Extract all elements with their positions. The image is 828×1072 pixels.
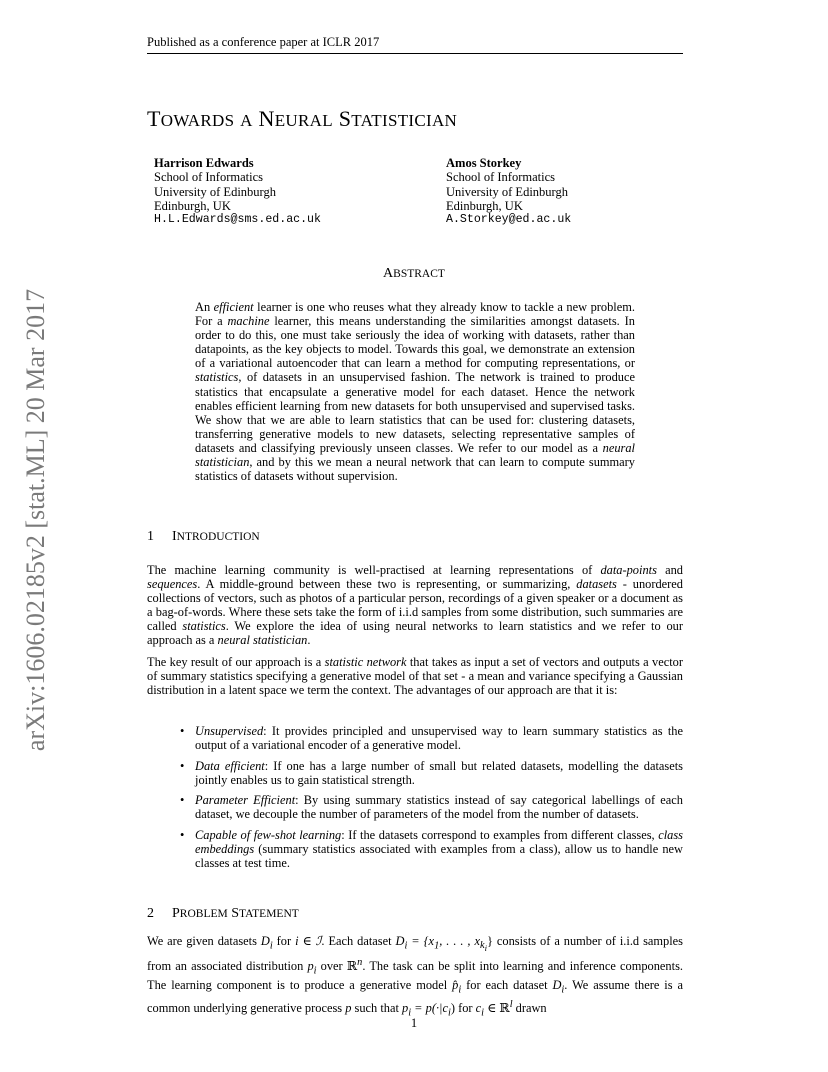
author-university: University of Edinburgh bbox=[446, 184, 568, 199]
abstract-text: An efficient learner is one who reuses what they already know to tackle a new problem. For a machine learner, this means understanding the similarities amongst datasets. In order to do this, one must take seriously the idea of working with datasets, rather than datapoints, as the key objects to model. Towards this goal, we demonstrate an extension of a variational autoencoder that can learn a method for computing representations, or statistics, of datasets in an unsupervised fashion. The network is trained to produce statistics that encapsulate a generative model for each dataset. Hence the network enables efficient learning from new datasets for both unsupervised and supervised tasks. We show that we are able to learn statistics that can be used for: clustering datasets, transferring generative models to new datasets, selecting representative samples of datasets and classifying previously unseen classes. We refer to our model as a neural statistician, and by this we mean a neural network that can learn to compute summary statistics of datasets without supervision. bbox=[195, 300, 635, 484]
author-location: Edinburgh, UK bbox=[154, 198, 231, 213]
title-word-4-initial: S bbox=[338, 106, 352, 131]
section-heading-problem-statement: 2 PROBLEM STATEMENT bbox=[147, 906, 299, 921]
list-item: • Capable of few-shot learning: If the datasets correspond to examples from different classes, class embeddings (summary statistics associated with examples from a class), allow us to handle new classes at test time. bbox=[180, 828, 683, 871]
intro-paragraph-1: The machine learning community is well-practised at learning representations of data-points and sequences. A middle-ground between these two is representing, or summarizing, datasets - unordered collections of vectors, such as photos of a particular person, recordings of a given speaker or a document as a bag-of-words. Where these sets take the form of i.i.d samples from some distribution, such summaries are called statistics. We explore the idea of using neural networks to learn statistics and we refer to our approach as a neural statistician. bbox=[147, 563, 683, 648]
title-word-4-rest: TATISTICIAN bbox=[351, 111, 458, 130]
running-header: Published as a conference paper at ICLR 2017 bbox=[147, 35, 380, 49]
list-item: • Parameter Efficient: By using summary statistics instead of say categorical labellings of each dataset, we decouple the number of parameters of the model from the number of datasets. bbox=[180, 793, 683, 822]
author-affiliation: School of Informatics bbox=[446, 170, 556, 185]
list-item: • Unsupervised: It provides principled and unsupervised way to learn summary statistics as the output of a variational encoder of a generative model. bbox=[180, 724, 683, 753]
author-university: University of Edinburgh bbox=[154, 184, 276, 199]
author-location: Edinburgh, UK bbox=[446, 198, 523, 213]
page-number: 1 bbox=[410, 1016, 418, 1030]
author-email[interactable]: H.L.Edwards@sms.ed.ac.uk bbox=[154, 213, 321, 227]
author-block-2 bbox=[446, 156, 571, 227]
title-word-1-rest: OWARDS bbox=[160, 111, 235, 130]
list-item: • Data efficient: If one has a large number of small but related datasets, modelling the datasets jointly enables us to gain statistical strength. bbox=[180, 758, 683, 787]
author-email[interactable]: A.Storkey@ed.ac.uk bbox=[446, 213, 572, 227]
abstract-heading: ABSTRACT bbox=[383, 266, 445, 281]
header-rule bbox=[147, 53, 683, 54]
author-block-1 bbox=[154, 156, 321, 227]
paper-title bbox=[147, 106, 457, 132]
intro-paragraph-2: The key result of our approach is a statistic network that takes as input a set of vectors and outputs a vector of summary statistics specifying a generative model of that set - a mean and variance specifying a Gaussian distribution in a latent space we term the context. The advantages of our approach are that it is: bbox=[147, 655, 683, 698]
title-word-3-rest: EURAL bbox=[274, 111, 333, 130]
title-word-2: A bbox=[240, 111, 253, 130]
advantages-list bbox=[180, 724, 683, 877]
author-name: Amos Storkey bbox=[446, 156, 522, 170]
author-affiliation: School of Informatics bbox=[154, 170, 264, 185]
title-word-1-initial: T bbox=[147, 106, 161, 131]
problem-paragraph: We are given datasets $D_i$ for i ∈ ℐ. Each dataset $D_i = \{x_1$, . . . , $x_{k_i}$} consists of a number of i.i.d samples from an associated distribution $p_i$ over ℝ$^n$. The task can be split into learning and inference components. The learning component is to produce a generative model $p̂_i$ for each dataset $D_i$. We assume there is a common underlying generative process p such that $p_i = p(\cdot|c_i)$ for $c_i$ ∈ ℝ$^l$ drawn bbox=[147, 934, 683, 1019]
title-word-3-initial: N bbox=[258, 106, 275, 131]
arxiv-stamp-text: arXiv:1606.02185v2 [stat.ML] 20 Mar 2017 bbox=[21, 288, 50, 752]
author-name: Harrison Edwards bbox=[154, 156, 254, 170]
section-heading-introduction: 1 INTRODUCTION bbox=[147, 529, 260, 544]
